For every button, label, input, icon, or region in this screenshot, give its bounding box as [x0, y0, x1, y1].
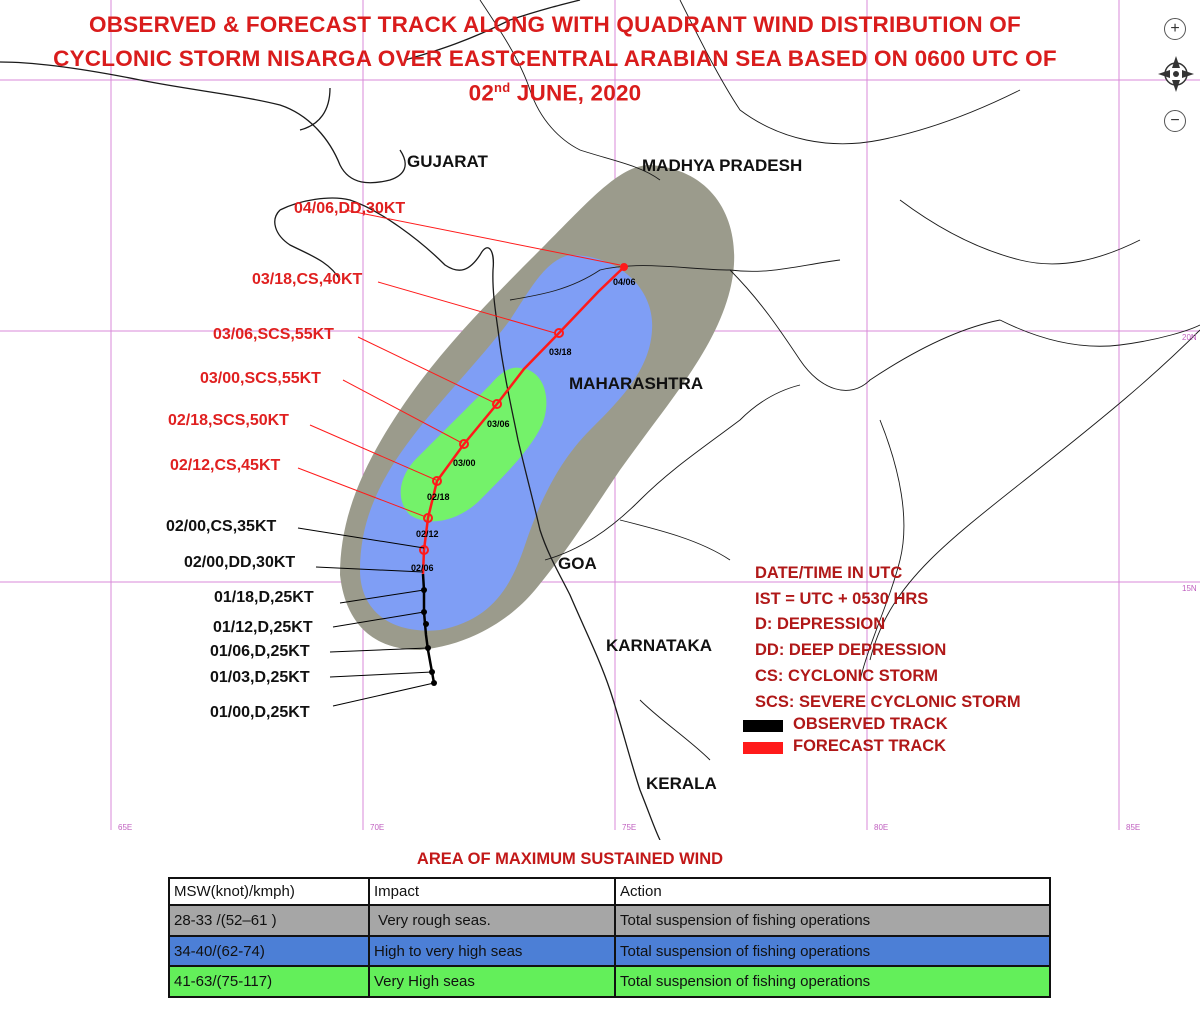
observed-track-legend-label: OBSERVED TRACK	[793, 715, 948, 733]
region-gujarat: GUJARAT	[407, 152, 488, 171]
track-label: 02/18,SCS,50KT	[168, 412, 289, 429]
region-goa: GOA	[558, 554, 597, 573]
svg-text:75E: 75E	[622, 823, 637, 832]
svg-text:85E: 85E	[1126, 823, 1141, 832]
track-label: 02/00,DD,30KT	[184, 554, 296, 571]
tag-03-06: 03/06	[487, 419, 510, 429]
header-impact: Impact	[369, 878, 615, 905]
svg-text:80E: 80E	[874, 823, 889, 832]
zoom-in-icon[interactable]: +	[1164, 18, 1186, 40]
tag-02-12: 02/12	[416, 529, 439, 539]
track-label: 03/00,SCS,55KT	[200, 370, 321, 387]
region-kerala: KERALA	[646, 774, 717, 793]
title-line-1: OBSERVED & FORECAST TRACK ALONG WITH QUADRANT WIND DISTRIBUTION OF	[89, 12, 1021, 37]
track-label: 01/18,D,25KT	[214, 589, 314, 606]
cell-action: Total suspension of fishing operations	[615, 905, 1050, 936]
cell-impact: High to very high seas	[369, 936, 615, 967]
tag-02-18: 02/18	[427, 492, 450, 502]
legend-line: D: DEPRESSION	[755, 615, 886, 633]
tag-03-18: 03/18	[549, 347, 572, 357]
track-label: 03/18,CS,40KT	[252, 271, 363, 288]
legend-line: IST = UTC + 0530 HRS	[755, 590, 929, 608]
table-header-row	[169, 878, 1050, 905]
track-label: 01/03,D,25KT	[210, 669, 310, 686]
region-madhya-pradesh: MADHYA PRADESH	[642, 156, 803, 175]
legend-line: SCS: SEVERE CYCLONIC STORM	[755, 693, 1021, 711]
track-label: 03/06,SCS,55KT	[213, 326, 334, 343]
zoom-out-icon[interactable]: −	[1164, 110, 1186, 132]
tag-02-06: 02/06	[411, 563, 434, 573]
cell-msw: 34-40/(62-74)	[169, 936, 369, 967]
title-line-3: 02nd JUNE, 2020	[468, 80, 642, 106]
title-line-2: CYCLONIC STORM NISARGA OVER EASTCENTRAL ARABIAN SEA BASED ON 0600 UTC OF	[53, 46, 1057, 71]
table-row	[169, 905, 1050, 936]
legend-line: CS: CYCLONIC STORM	[755, 667, 939, 685]
cell-action: Total suspension of fishing operations	[615, 936, 1050, 967]
track-label: 01/00,D,25KT	[210, 704, 310, 721]
legend-line: DD: DEEP DEPRESSION	[755, 641, 947, 659]
forecast-track-swatch	[743, 742, 783, 754]
cell-msw: 41-63/(75-117)	[169, 966, 369, 997]
cell-impact: Very rough seas.	[369, 905, 615, 936]
tag-03-00: 03/00	[453, 458, 476, 468]
track-label: 02/12,CS,45KT	[170, 457, 281, 474]
observed-track-swatch	[743, 720, 783, 732]
pan-compass-icon[interactable]	[1156, 54, 1196, 94]
track-label: 04/06,DD,30KT	[294, 200, 406, 217]
wind-impact-table	[168, 877, 1051, 998]
track-label: 01/06,D,25KT	[210, 643, 310, 660]
track-label: 01/12,D,25KT	[213, 619, 313, 636]
track-label: 02/00,CS,35KT	[166, 518, 277, 535]
legend-line: DATE/TIME IN UTC	[755, 564, 903, 582]
table-title: AREA OF MAXIMUM SUSTAINED WIND	[416, 850, 724, 868]
cell-msw: 28-33 /(52–61 )	[169, 905, 369, 936]
svg-text:15N: 15N	[1182, 584, 1197, 593]
table-row	[169, 936, 1050, 967]
svg-text:65E: 65E	[118, 823, 133, 832]
region-maharashtra: MAHARASHTRA	[569, 374, 704, 393]
forecast-track-legend-label: FORECAST TRACK	[793, 737, 947, 755]
cell-impact: Very High seas	[369, 966, 615, 997]
svg-text:70E: 70E	[370, 823, 385, 832]
tag-04-06: 04/06	[613, 277, 636, 287]
cell-action: Total suspension of fishing operations	[615, 966, 1050, 997]
header-action: Action	[615, 878, 1050, 905]
header-msw: MSW(knot)/kmph)	[169, 878, 369, 905]
svg-text:20N: 20N	[1182, 333, 1197, 342]
table-row	[169, 966, 1050, 997]
region-karnataka: KARNATAKA	[606, 636, 713, 655]
